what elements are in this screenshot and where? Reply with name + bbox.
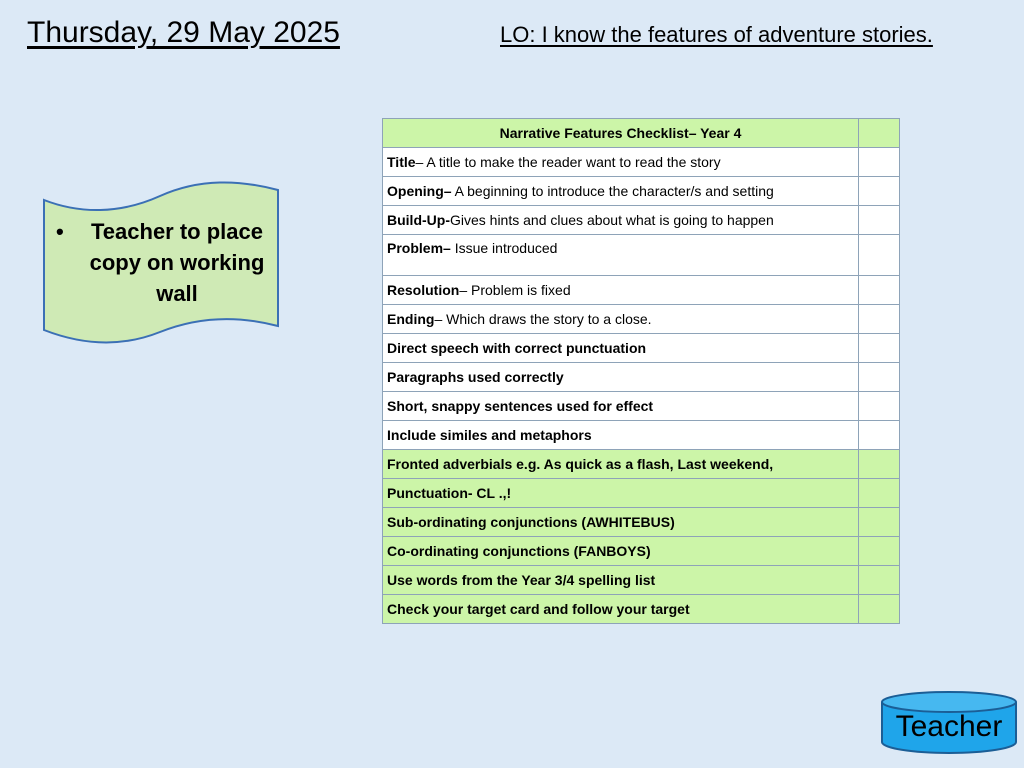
table-row — [383, 177, 900, 206]
checklist-item: Paragraphs used correctly — [383, 363, 859, 392]
table-row — [383, 450, 900, 479]
item-text: Gives hints and clues about what is going to happen — [449, 212, 774, 228]
checklist-item — [383, 206, 859, 235]
checklist-title: Narrative Features Checklist– Year 4 — [383, 119, 859, 148]
checkbox-cell[interactable] — [859, 235, 900, 276]
table-row — [383, 305, 900, 334]
table-row — [383, 206, 900, 235]
checkbox-cell[interactable] — [859, 334, 900, 363]
checkbox-cell[interactable] — [859, 392, 900, 421]
item-key: Ending — [387, 311, 435, 327]
teacher-note-content: Teacher to place copy on working wall — [89, 219, 265, 306]
bullet-marker: • — [56, 219, 64, 244]
teacher-note-text — [52, 216, 274, 309]
table-row — [383, 235, 900, 276]
checkbox-cell[interactable] — [859, 537, 900, 566]
table-row — [383, 363, 900, 392]
learning-objective: LO: I know the features of adventure stories. — [500, 22, 933, 47]
checkbox-cell[interactable] — [859, 595, 900, 624]
checklist-item: Short, snappy sentences used for effect — [383, 392, 859, 421]
item-key: Opening– — [387, 183, 452, 199]
table-row — [383, 276, 900, 305]
item-key: Title — [387, 154, 416, 170]
item-key: Problem– — [387, 240, 451, 256]
checklist-item — [383, 276, 859, 305]
checklist-item: Punctuation- CL .,! — [383, 479, 859, 508]
checkbox-cell[interactable] — [859, 508, 900, 537]
checkbox-cell[interactable] — [859, 363, 900, 392]
checkbox-cell[interactable] — [859, 119, 900, 148]
checkbox-cell[interactable] — [859, 305, 900, 334]
checklist-item: Use words from the Year 3/4 spelling list — [383, 566, 859, 595]
table-row — [383, 566, 900, 595]
checklist-item: Sub-ordinating conjunctions (AWHITEBUS) — [383, 508, 859, 537]
item-text: – A title to make the reader want to read the story — [415, 154, 721, 170]
item-key: Build-Up- — [387, 212, 450, 228]
checklist-item: Fronted adverbials e.g. As quick as a flash, Last weekend, — [383, 450, 859, 479]
table-row — [383, 392, 900, 421]
item-text: A beginning to introduce the character/s and setting — [451, 183, 774, 199]
table-row — [383, 148, 900, 177]
checkbox-cell[interactable] — [859, 566, 900, 595]
table-row — [383, 421, 900, 450]
checkbox-cell[interactable] — [859, 421, 900, 450]
teacher-button-label: Teacher — [895, 710, 1003, 743]
teacher-button[interactable] — [880, 690, 1018, 754]
teacher-note-scroll — [40, 178, 282, 346]
narrative-checklist-table — [382, 118, 900, 624]
table-row — [383, 595, 900, 624]
date-heading: Thursday, 29 May 2025 — [27, 16, 340, 49]
checklist-item — [383, 148, 859, 177]
checklist-item: Direct speech with correct punctuation — [383, 334, 859, 363]
checklist-item: Check your target card and follow your target — [383, 595, 859, 624]
checkbox-cell[interactable] — [859, 177, 900, 206]
table-row — [383, 537, 900, 566]
checklist-item — [383, 177, 859, 206]
checklist-item — [383, 305, 859, 334]
checkbox-cell[interactable] — [859, 148, 900, 177]
item-text: – Problem is fixed — [459, 282, 571, 298]
checklist-item: Co-ordinating conjunctions (FANBOYS) — [383, 537, 859, 566]
table-row — [383, 334, 900, 363]
checklist-header-row — [383, 119, 900, 148]
checklist-item — [383, 235, 859, 276]
checklist-item: Include similes and metaphors — [383, 421, 859, 450]
item-text: Issue introduced — [450, 240, 558, 256]
table-row — [383, 508, 900, 537]
checkbox-cell[interactable] — [859, 479, 900, 508]
table-row — [383, 479, 900, 508]
checkbox-cell[interactable] — [859, 450, 900, 479]
item-text: – Which draws the story to a close. — [434, 311, 652, 327]
item-key: Resolution — [387, 282, 460, 298]
checkbox-cell[interactable] — [859, 276, 900, 305]
checkbox-cell[interactable] — [859, 206, 900, 235]
